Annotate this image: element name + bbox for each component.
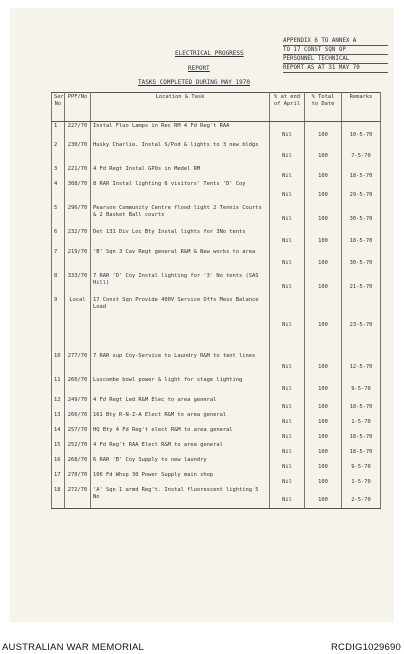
appendix-line: REPORT AS AT 31 MAY 70 (283, 64, 388, 73)
table-row (52, 248, 381, 272)
ser-no-cell: 16 (54, 456, 61, 463)
remarks-cell: 18-5-70 (349, 433, 373, 440)
april-pct-cell: Nil (282, 496, 292, 503)
april-pct-cell: Nil (282, 283, 292, 290)
tasks-table (51, 92, 381, 509)
ser-no-cell: 18 (54, 486, 61, 493)
april-pct-cell: Nil (282, 321, 292, 328)
ser-no-cell: 17 (54, 471, 61, 478)
task-cell: 17 Const Sqn Provide 400V Service Offs Mess Balance Load (93, 296, 259, 310)
april-pct-cell: Nil (282, 363, 292, 370)
april-pct-cell: Nil (282, 433, 292, 440)
table-row (52, 352, 381, 376)
total-pct-cell: 100 (318, 152, 328, 159)
remarks-cell: 18-5-70 (349, 403, 373, 410)
ser-no-cell: 2 (54, 141, 58, 148)
col-header-remarks: Remarks (342, 93, 381, 122)
table-row (52, 141, 381, 165)
april-pct-cell: Nil (282, 237, 292, 244)
footer-reference: RCDIG1029690 (331, 642, 401, 653)
remarks-cell: 21-5-70 (349, 283, 373, 290)
task-cell: Luscombe bowl power & light for stage lighting (93, 376, 243, 383)
total-pct-cell: 100 (318, 478, 328, 485)
table-row (52, 376, 381, 396)
total-pct-cell: 100 (318, 283, 328, 290)
doc-title: ELECTRICAL PROGRESS (175, 50, 244, 57)
col-header-ppf-no: PPF/No (65, 93, 91, 122)
remarks-cell: 18-5-70 (349, 448, 373, 455)
ppf-no-cell: 296/70 (67, 204, 88, 211)
task-cell: 106 Fd Whsp 30 Power Supply main shop (93, 471, 214, 478)
april-pct-cell: Nil (282, 418, 292, 425)
task-cell: 'A' Sqn 1 armd Reg't. Instal fluorescent lighting 5 No (93, 486, 259, 500)
total-pct-cell: 100 (318, 259, 328, 266)
ser-no-cell: 3 (54, 165, 58, 172)
ser-no-cell: 15 (54, 441, 61, 448)
table-row (52, 471, 381, 486)
remarks-cell: 30-5-70 (349, 215, 373, 222)
table-row (52, 296, 381, 352)
total-pct-cell: 100 (318, 418, 328, 425)
table-row (52, 426, 381, 441)
remarks-cell: 1-5-70 (351, 418, 371, 425)
ser-no-cell: 6 (54, 228, 58, 235)
remarks-cell: 9-5-70 (351, 463, 371, 470)
col-header-location-task: Location & Task (91, 93, 270, 122)
ser-no-cell: 11 (54, 376, 61, 383)
total-pct-cell: 100 (318, 433, 328, 440)
task-cell: Det 131 Div Loc Bty Instal lights for 3No tents (93, 228, 246, 235)
ser-no-cell: 8 (54, 272, 58, 279)
remarks-cell: 1-5-70 (351, 478, 371, 485)
ppf-no-cell: 252/70 (67, 441, 88, 448)
ser-no-cell: 10 (54, 352, 61, 359)
ppf-no-cell: 219/70 (67, 248, 88, 255)
col-header-pct-end-april: % at end of April (270, 93, 305, 122)
task-cell: 'B' Sqn 3 Cav Regt general R&M & New works to area (93, 248, 256, 255)
ppf-no-cell: 272/70 (67, 486, 88, 493)
task-cell: 6 RAR 'B' Coy Supply to new laundry (93, 456, 207, 463)
task-cell: Instal Fluo Lamps in Rec RM 4 Fd Reg't RAA (93, 123, 230, 129)
ppf-no-cell: 260/70 (67, 376, 88, 383)
april-pct-cell: Nil (282, 478, 292, 485)
remarks-cell: 7-5-70 (351, 152, 371, 159)
appendix-line: TO 17 CONST SQN OP (283, 46, 388, 55)
table-row (52, 411, 381, 426)
april-pct-cell: Nil (282, 191, 292, 198)
total-pct-cell: 100 (318, 237, 328, 244)
table-row (52, 165, 381, 180)
ppf-no-cell: 230/70 (67, 141, 88, 148)
col-header-pct-total-to-date: % Total to Date (305, 93, 342, 122)
doc-subtitle: REPORT (188, 65, 210, 72)
task-cell: 4 Fd Reg't RAA Elect R&M to area general (93, 441, 223, 448)
ser-no-cell: 13 (54, 411, 61, 418)
total-pct-cell: 100 (318, 403, 328, 410)
table-row (52, 456, 381, 471)
total-pct-cell: 100 (318, 463, 328, 470)
ser-no-cell: 4 (54, 180, 58, 187)
ser-no-cell: 1 (54, 123, 58, 129)
table-header-row (52, 93, 381, 122)
appendix-line: APPENDIX 6 TO ANNEX A (283, 37, 388, 46)
april-pct-cell: Nil (282, 463, 292, 470)
footer-source: AUSTRALIAN WAR MEMORIAL (2, 642, 145, 653)
table-row (52, 204, 381, 228)
remarks-cell: 10-5-70 (349, 132, 373, 138)
col-header-ser-no: Ser No (52, 93, 65, 122)
ppf-no-cell: 249/70 (67, 396, 88, 403)
total-pct-cell: 100 (318, 172, 328, 179)
ser-no-cell: 7 (54, 248, 58, 255)
april-pct-cell: Nil (282, 403, 292, 410)
task-cell: Pearson Community Centre flood light 2 Tennis Courts & 2 Basket Ball courts (93, 204, 262, 218)
task-cell: 4 Fd Regt Led R&M Elec to area general (93, 396, 217, 403)
ppf-no-cell: 232/70 (67, 228, 88, 235)
table-row (52, 180, 381, 204)
table-row (52, 396, 381, 411)
ppf-no-cell: 268/70 (67, 456, 88, 463)
total-pct-cell: 100 (318, 132, 328, 138)
ppf-no-cell: 221/70 (67, 165, 88, 172)
remarks-cell: 2-5-70 (351, 496, 371, 503)
april-pct-cell: Nil (282, 152, 292, 159)
remarks-cell: 9-5-70 (351, 385, 371, 392)
ppf-no-cell: 266/70 (67, 411, 88, 418)
ser-no-cell: 12 (54, 396, 61, 403)
april-pct-cell: Nil (282, 385, 292, 392)
ser-no-cell: 9 (54, 296, 58, 303)
ppf-no-cell: 257/70 (67, 426, 88, 433)
remarks-cell: 23-5-70 (349, 321, 373, 328)
doc-heading: TASKS COMPLETED DURING MAY 1970 (138, 79, 250, 86)
task-cell: 7 RAR sup Coy-Service to Laundry R&M to tent lines (93, 352, 256, 359)
remarks-cell: 12-5-70 (349, 363, 373, 370)
task-cell: Husky Charlie. Instal S/Pod & lights to 3 new bldgs (93, 141, 259, 148)
table-row (52, 441, 381, 456)
task-cell: 7 RAR 'D' Coy Instal lighting for '3' No tents (SAS Hill) (93, 272, 259, 286)
april-pct-cell: Nil (282, 259, 292, 266)
remarks-cell: 18-5-70 (349, 172, 373, 179)
table-row (52, 272, 381, 296)
document-sheet (10, 8, 394, 622)
april-pct-cell: Nil (282, 132, 292, 138)
table-row (52, 122, 381, 141)
ppf-no-cell: 270/70 (67, 471, 88, 478)
ser-no-cell: 5 (54, 204, 58, 211)
table-row (52, 486, 381, 509)
ser-no-cell: 14 (54, 426, 61, 433)
total-pct-cell: 100 (318, 191, 328, 198)
task-cell: 161 Bty R-N-Z-A Elect R&M to area general (93, 411, 227, 418)
task-cell: 8 RAR Instal lighting 6 visitors' Tents 'D' Coy (93, 180, 246, 187)
appendix-line: PERSONNEL TECHNICAL (283, 55, 388, 64)
total-pct-cell: 100 (318, 385, 328, 392)
table-row (52, 228, 381, 248)
ppf-no-cell: 308/70 (67, 180, 88, 187)
ppf-no-cell: 333/70 (67, 272, 88, 279)
remarks-cell: 30-5-70 (349, 259, 373, 266)
ppf-no-cell: 277/70 (67, 352, 88, 359)
task-cell: HQ Bty 4 Fd Reg't elect R&M to area general (93, 426, 233, 433)
appendix-reference (283, 37, 388, 73)
total-pct-cell: 100 (318, 215, 328, 222)
total-pct-cell: 100 (318, 448, 328, 455)
total-pct-cell: 100 (318, 321, 328, 328)
task-cell: 4 Fd Regt Instal GPOs in Medel RM (93, 165, 201, 172)
total-pct-cell: 100 (318, 496, 328, 503)
total-pct-cell: 100 (318, 363, 328, 370)
april-pct-cell: Nil (282, 172, 292, 179)
remarks-cell: 18-5-70 (349, 237, 373, 244)
april-pct-cell: Nil (282, 448, 292, 455)
ppf-no-cell: Local (69, 296, 86, 303)
remarks-cell: 29-5-70 (349, 191, 373, 198)
april-pct-cell: Nil (282, 215, 292, 222)
ppf-no-cell: 227/70 (67, 123, 88, 129)
